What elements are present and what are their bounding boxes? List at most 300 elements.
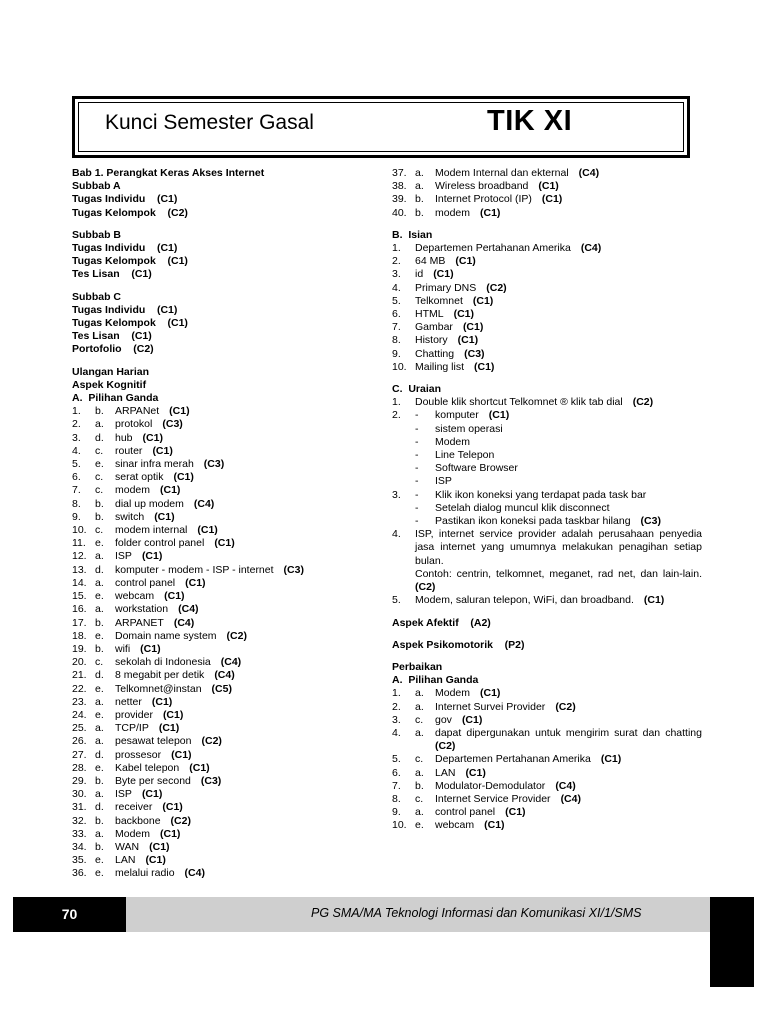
section-heading: A. Pilihan Ganda	[72, 392, 159, 405]
item-level: (C2)	[226, 629, 247, 642]
item-answer: pesawat telepon	[115, 735, 192, 748]
item-option: d.	[95, 748, 104, 761]
item-answer: Klik ikon koneksi yang terdapat pada task bar	[435, 488, 647, 501]
item-level: (C1)	[171, 748, 192, 761]
answer-row	[72, 630, 382, 643]
item-answer: ISP	[435, 475, 452, 488]
item-number: 10.	[72, 524, 87, 537]
item-level: (C1)	[541, 193, 563, 206]
answer-row	[392, 255, 702, 268]
item-level: (C1)	[433, 268, 454, 281]
spacer	[72, 220, 382, 229]
item-number: 35.	[72, 854, 87, 867]
item-answer: komputer	[435, 409, 479, 422]
item-answer: dial up modem	[115, 497, 184, 510]
section-heading: B. Isian	[392, 228, 433, 241]
item-answer: Chatting	[415, 347, 455, 360]
item-number: 29.	[72, 774, 87, 787]
item-answer: Modem, saluran telepon, WiFi, dan broadband.	[415, 594, 634, 607]
item-option: d.	[95, 801, 104, 814]
paragraph-body	[435, 727, 702, 753]
item-answer: Byte per second	[115, 774, 191, 787]
item-level: (C1)	[484, 819, 505, 832]
item-number: 8.	[392, 334, 401, 347]
answer-row	[392, 268, 702, 281]
item-option: c.	[95, 524, 104, 537]
answer-row	[392, 515, 702, 528]
item-answer: Departemen Pertahanan Amerika	[415, 242, 571, 255]
item-number: 26.	[72, 735, 87, 748]
item-level: (C1)	[465, 766, 486, 779]
item-answer: wifi	[115, 642, 131, 655]
answer-row	[392, 282, 702, 295]
item-answer: LAN	[435, 766, 456, 779]
item-option: b.	[95, 840, 104, 853]
item-answer: workstation	[115, 603, 169, 616]
item-number: 32.	[72, 814, 87, 827]
item-number: 15.	[72, 590, 87, 603]
answer-row	[392, 334, 702, 347]
item-option: a.	[95, 550, 104, 563]
item-option: c.	[95, 484, 104, 497]
item-level: (C1)	[480, 687, 501, 700]
section-heading: Tugas Kelompok (C2)	[72, 206, 188, 219]
item-level: (C1)	[154, 510, 175, 523]
answer-row	[72, 801, 382, 814]
item-answer: Internet Protocol (IP)	[435, 193, 532, 206]
item-level: (C1)	[474, 360, 495, 373]
item-level: (C1)	[505, 806, 526, 819]
item-option: e.	[95, 537, 104, 550]
answer-row	[72, 590, 382, 603]
answer-row	[392, 767, 702, 780]
item-option: b.	[95, 405, 104, 418]
item-level: (C3)	[640, 515, 661, 528]
item-level: (C1)	[461, 713, 483, 726]
item-answer: webcam	[435, 819, 475, 832]
item-answer: router	[115, 444, 143, 457]
answer-row	[392, 701, 702, 714]
item-level: (C2)	[486, 281, 507, 294]
answer-row	[392, 806, 702, 819]
item-number: 2.	[392, 409, 401, 422]
item-option: -	[415, 422, 419, 435]
item-answer: 64 MB	[415, 255, 446, 268]
right-column	[392, 167, 702, 833]
item-option: e.	[95, 682, 104, 695]
item-answer: protokol	[115, 418, 153, 431]
item-number: 14.	[72, 576, 87, 589]
answer-row	[72, 683, 382, 696]
footer-bar	[13, 897, 753, 932]
item-level: (C1)	[455, 255, 476, 268]
item-level: (C4)	[178, 603, 199, 616]
item-level: (C1)	[173, 471, 194, 484]
spacer	[392, 630, 702, 639]
item-level: (C4)	[184, 867, 205, 880]
item-option: a.	[95, 603, 104, 616]
item-answer: Line Telepon	[435, 449, 495, 462]
answer-row	[72, 867, 382, 880]
paragraph-body	[415, 568, 702, 594]
item-option: b.	[95, 774, 104, 787]
item-number: 3.	[392, 488, 401, 501]
item-answer: control panel	[435, 806, 496, 819]
item-level: (C4)	[580, 242, 602, 255]
item-number: 7.	[392, 779, 401, 792]
item-option: b.	[415, 206, 424, 219]
section-heading: Perbaikan	[392, 660, 443, 673]
item-option: e.	[95, 629, 104, 642]
item-level: (C4)	[578, 167, 600, 179]
item-answer: Modulator-Demodulator	[435, 779, 546, 792]
item-number: 17.	[72, 616, 87, 629]
item-option: c.	[95, 471, 104, 484]
item-number: 18.	[72, 629, 87, 642]
item-option: d.	[95, 669, 104, 682]
item-level: (C1)	[169, 405, 190, 418]
item-answer: control panel	[115, 576, 176, 589]
answer-row	[392, 295, 702, 308]
item-number: 3.	[72, 431, 81, 444]
item-number: 9.	[392, 347, 401, 360]
item-number	[392, 436, 415, 449]
item-number: 37.	[392, 167, 407, 179]
spacer	[392, 608, 702, 617]
section-heading: Tugas Individu (C1)	[72, 303, 178, 316]
item-answer: Mailing list	[415, 360, 465, 373]
section-heading: Tugas Individu (C1)	[72, 242, 178, 255]
item-answer: ISP	[115, 550, 132, 563]
answer-row	[72, 484, 382, 497]
answer-row	[72, 815, 382, 828]
item-level: (C2)	[201, 735, 222, 748]
spacer	[72, 282, 382, 291]
item-number: 2.	[392, 255, 401, 268]
item-number: 27.	[72, 748, 87, 761]
answer-row	[392, 180, 702, 193]
item-option: -	[415, 475, 419, 488]
answer-row	[72, 656, 382, 669]
item-number: 31.	[72, 801, 87, 814]
item-level: (C4)	[193, 497, 215, 510]
item-number: 7.	[392, 321, 401, 334]
item-option: a.	[415, 766, 424, 779]
answer-row	[392, 321, 702, 334]
section-heading: Subbab A	[72, 180, 121, 193]
item-number: 4.	[392, 528, 401, 541]
answer-row	[392, 193, 702, 206]
item-level: (C1)	[160, 827, 181, 840]
answer-row	[72, 564, 382, 577]
item-option: b.	[95, 814, 104, 827]
section-heading: Portofolio (C2)	[72, 343, 154, 356]
item-answer: Modem Internal dan ekternal	[435, 167, 569, 179]
section-heading: Subbab C	[72, 290, 121, 303]
item-number	[392, 449, 415, 462]
item-level: (C4)	[214, 669, 235, 682]
answer-row	[72, 537, 382, 550]
section-heading: Bab 1. Perangkat Keras Akses Internet	[72, 167, 265, 179]
answer-row	[72, 775, 382, 788]
item-level: (C1)	[480, 206, 501, 219]
item-answer: sistem operasi	[435, 422, 503, 435]
left-column	[72, 167, 382, 881]
answer-row	[392, 396, 702, 409]
item-option: e.	[95, 458, 104, 471]
item-number: 9.	[392, 806, 401, 819]
answer-row	[72, 854, 382, 867]
answer-row	[392, 207, 702, 220]
item-number: 5.	[392, 753, 401, 766]
item-answer: Wireless broadband	[435, 180, 529, 193]
item-option: e.	[95, 761, 104, 774]
answer-row	[72, 458, 382, 471]
answer-row	[72, 471, 382, 484]
section-heading: Tugas Kelompok (C1)	[72, 255, 188, 268]
item-option: -	[415, 449, 419, 462]
answer-row	[72, 696, 382, 709]
item-option: b.	[95, 642, 104, 655]
answer-row	[72, 735, 382, 748]
item-level: (C2)	[555, 700, 576, 713]
answer-row	[392, 308, 702, 321]
item-level: (C2)	[170, 814, 191, 827]
answer-row	[392, 167, 702, 180]
section-heading: C. Uraian	[392, 383, 442, 396]
item-answer: WAN	[115, 840, 140, 853]
answer-row	[72, 643, 382, 656]
item-level: (C1)	[164, 590, 185, 603]
item-level: (C1)	[197, 524, 218, 537]
item-number: 23.	[72, 695, 87, 708]
item-number: 16.	[72, 603, 87, 616]
item-level: (C3)	[464, 347, 485, 360]
item-number: 6.	[72, 471, 81, 484]
item-level: (C1)	[152, 444, 173, 457]
item-level: (C5)	[211, 682, 232, 695]
item-answer: Telkomnet	[415, 294, 463, 307]
item-answer: sinar infra merah	[115, 458, 194, 471]
item-number: 22.	[72, 682, 87, 695]
item-answer: serat optik	[115, 471, 164, 484]
item-answer: id	[415, 268, 424, 281]
item-option: c.	[95, 444, 104, 457]
item-option: a.	[415, 726, 424, 739]
item-number: 33.	[72, 827, 87, 840]
item-option: b.	[415, 193, 424, 206]
item-number: 39.	[392, 193, 407, 206]
item-level: (C1)	[189, 761, 210, 774]
item-level: (C4)	[173, 616, 195, 629]
item-number: 6.	[392, 308, 401, 321]
item-number: 12.	[72, 550, 87, 563]
item-answer: Double klik shortcut Telkomnet ® klik tab dial	[415, 396, 623, 409]
answer-row	[72, 841, 382, 854]
item-option: -	[415, 462, 419, 475]
item-level: (C3)	[283, 563, 304, 576]
item-answer: Departemen Pertahanan Amerika	[435, 753, 591, 766]
answer-row	[392, 242, 702, 255]
answer-row	[392, 436, 702, 449]
item-answer: 8 megabit per detik	[115, 669, 205, 682]
answer-row	[72, 709, 382, 722]
item-option: a.	[415, 700, 424, 713]
item-number: 6.	[392, 766, 401, 779]
answer-row	[72, 498, 382, 511]
answer-row	[392, 449, 702, 462]
answer-row	[392, 780, 702, 793]
item-number	[392, 502, 415, 515]
item-answer: TCP/IP	[115, 722, 149, 735]
item-answer: gov	[435, 713, 452, 726]
item-answer: modem internal	[115, 524, 188, 537]
item-level: (C1)	[600, 753, 622, 766]
header-subject: TIK XI	[487, 105, 573, 137]
item-answer: Telkomnet@instan	[115, 682, 202, 695]
item-number: 2.	[392, 700, 401, 713]
item-number	[392, 515, 415, 528]
item-option: b.	[95, 497, 104, 510]
item-number: 24.	[72, 708, 87, 721]
item-option: a.	[95, 788, 104, 801]
item-answer: ARPANet	[115, 405, 160, 418]
spacer	[392, 374, 702, 383]
item-option: c.	[415, 753, 424, 766]
item-answer: Kabel telepon	[115, 761, 180, 774]
item-number: 20.	[72, 656, 87, 669]
item-number: 34.	[72, 840, 87, 853]
item-option: a.	[95, 827, 104, 840]
answer-row	[72, 603, 382, 616]
answer-row	[72, 762, 382, 775]
answer-row	[72, 432, 382, 445]
answer-row	[392, 687, 702, 700]
item-number: 1.	[392, 396, 401, 409]
section-heading: Tes Lisan (C1)	[72, 268, 152, 281]
item-option: d.	[95, 563, 104, 576]
item-level: (C1)	[453, 308, 475, 321]
item-level: (C1)	[162, 801, 183, 814]
item-level: (C1)	[457, 334, 479, 347]
section-heading: Subbab B	[72, 228, 121, 241]
item-option: d.	[95, 431, 104, 444]
item-answer: backbone	[115, 814, 161, 827]
answer-row	[72, 550, 382, 563]
item-option: a.	[415, 180, 424, 193]
item-level: (C2)	[415, 581, 436, 594]
item-number: 10.	[392, 819, 407, 832]
item-option: e.	[95, 590, 104, 603]
paragraph-text: ISP, internet service provider adalah perusahaan penyedia jasa internet yang umumnya melakukan penagihan setiap bulan.	[415, 528, 702, 567]
item-level: (C1)	[142, 431, 163, 444]
item-level: (C1)	[462, 321, 484, 334]
item-option: -	[415, 501, 419, 514]
item-option: a.	[415, 167, 424, 179]
item-number: 2.	[72, 418, 81, 431]
spacer	[392, 652, 702, 661]
item-level: (C4)	[560, 792, 581, 805]
item-level: (C1)	[472, 294, 494, 307]
item-level: (C2)	[632, 396, 654, 409]
item-number	[392, 462, 415, 475]
item-option: -	[415, 435, 419, 448]
item-answer: receiver	[115, 801, 153, 814]
answer-row	[72, 418, 382, 431]
item-option: c.	[415, 713, 424, 726]
paragraph-body	[415, 528, 702, 568]
item-option: e.	[95, 867, 104, 880]
item-level: (C2)	[435, 740, 456, 753]
item-level: (C1)	[141, 550, 163, 563]
item-answer: History	[415, 334, 448, 347]
item-number: 5.	[72, 458, 81, 471]
answer-row	[392, 423, 702, 436]
answer-row	[72, 828, 382, 841]
item-number: 8.	[72, 497, 81, 510]
item-level: (C3)	[162, 418, 183, 431]
item-number: 1.	[392, 687, 401, 700]
answer-row	[392, 753, 702, 766]
item-option: c.	[95, 656, 104, 669]
item-answer: Modem	[115, 827, 151, 840]
item-answer: Modem	[435, 687, 471, 700]
item-number: 5.	[392, 294, 401, 307]
item-level: (C1)	[140, 642, 161, 655]
item-answer: Gambar	[415, 321, 453, 334]
item-option: b.	[95, 616, 104, 629]
item-level: (C4)	[555, 779, 576, 792]
item-number	[392, 423, 415, 436]
item-number: 4.	[392, 281, 401, 294]
item-level: (C1)	[160, 484, 181, 497]
item-number: 4.	[72, 444, 81, 457]
item-answer: Domain name system	[115, 629, 217, 642]
item-number: 1.	[72, 405, 81, 418]
item-number	[392, 568, 415, 594]
item-level: (C1)	[151, 695, 173, 708]
item-option: -	[415, 488, 419, 501]
item-number: 4.	[392, 726, 401, 739]
item-level: (C1)	[214, 537, 235, 550]
section-heading: Tes Lisan (C1)	[72, 330, 152, 343]
item-level: (C1)	[185, 576, 206, 589]
answer-paragraph	[392, 568, 702, 594]
item-option: b.	[95, 510, 104, 523]
section-heading: Ulangan Harian	[72, 365, 150, 378]
item-option: a.	[95, 418, 104, 431]
item-level: (C1)	[141, 788, 163, 801]
item-number: 10.	[392, 360, 407, 373]
item-number: 3.	[392, 268, 401, 281]
answer-row	[72, 511, 382, 524]
item-number: 28.	[72, 761, 87, 774]
answer-row	[72, 524, 382, 537]
item-answer: Modem	[435, 435, 471, 448]
spacer	[392, 220, 702, 229]
answer-row	[392, 348, 702, 361]
item-number: 5.	[392, 594, 401, 607]
answer-paragraph	[392, 528, 702, 568]
answer-row	[72, 669, 382, 682]
item-answer: modem	[115, 484, 151, 497]
section-heading: Aspek Kognitif	[72, 378, 147, 391]
item-answer: hub	[115, 431, 133, 444]
item-number: 8.	[392, 792, 401, 805]
item-option: a.	[415, 687, 424, 700]
section-heading: Tugas Kelompok (C1)	[72, 317, 188, 330]
answer-row	[392, 489, 702, 502]
